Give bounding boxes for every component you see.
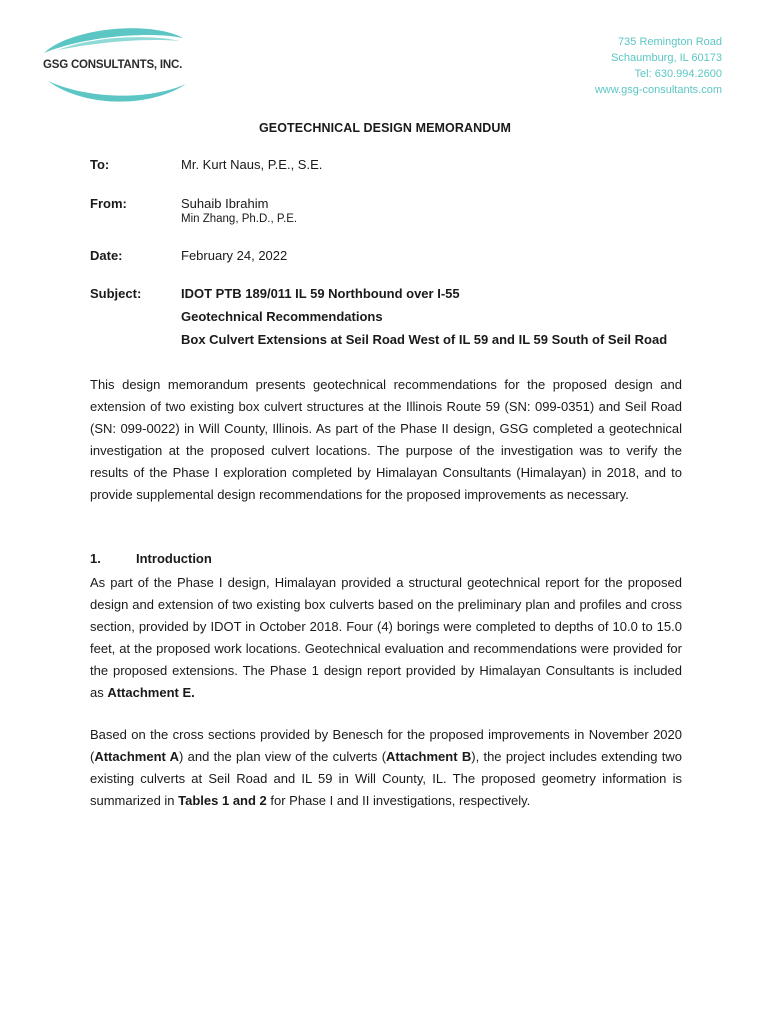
memo-title: GEOTECHNICAL DESIGN MEMORANDUM	[258, 121, 512, 135]
subject-line: IDOT PTB 189/011 IL 59 Northbound over I-55	[181, 286, 460, 301]
company-logo	[40, 26, 190, 108]
to-value: Mr. Kurt Naus, P.E., S.E.	[181, 157, 323, 172]
subject-label: Subject:	[90, 286, 142, 301]
company-address	[595, 34, 722, 98]
paragraph-text: ) and the plan view of the culverts (	[179, 749, 387, 764]
to-label: To:	[90, 157, 110, 172]
paragraph-text: As part of the Phase I design, Himalayan provided a structural geotechnical report for the proposed design and extension of two existing box culverts based on the preliminary plan and profiles and cross section, provided by IDOT in October 2018. Four (4) borings were completed to depths of 10.0 to 15.0 feet, at the proposed work locations. Geotechnical evaluation and recommendations were provided for the proposed extensions. The Phase 1 design report provided by Himalayan Consultants is included as	[90, 575, 682, 700]
logo-text: GSG CONSULTANTS, INC.	[43, 59, 183, 71]
from-label: From:	[90, 196, 127, 211]
attachment-b-ref: Attachment B	[386, 749, 472, 764]
section-number: 1.	[90, 551, 101, 566]
from-value-2: Min Zhang, Ph.D., P.E.	[181, 213, 298, 225]
intro-paragraph: This design memorandum presents geotechnical recommendations for the proposed design and extension of two existing box culvert structures at the Illinois Route 59 (SN: 099-0351) and Seil Road (SN: 099-0022) in Will County, Illinois. As part of the Phase II design, GSG completed a geotechnical investigation at the proposed culvert locations. The purpose of the investigation was to verify the results of the Phase I exploration completed by Himalayan Consultants (Himalayan) in 2018, and to provide supplemental design recommendations for the proposed improvements as necessary.	[90, 377, 682, 502]
paragraph-text: for Phase I and II investigations, respectively.	[266, 793, 531, 808]
address-line: Schaumburg, IL 60173	[611, 52, 722, 64]
paragraph-text: Based on the cross sections provided by Benesch for the proposed improvements in November 2020 (	[90, 727, 682, 764]
address-line: Tel: 630.994.2600	[634, 68, 722, 80]
tables-ref: Tables 1 and 2	[178, 793, 267, 808]
address-line: www.gsg-consultants.com	[594, 84, 722, 96]
from-value-1: Suhaib Ibrahim	[181, 196, 269, 211]
address-line: 735 Remington Road	[618, 36, 722, 48]
geometry-paragraph	[90, 724, 682, 812]
subject-line: Geotechnical Recommendations	[181, 309, 383, 324]
date-label: Date:	[90, 248, 123, 263]
subject-line: Box Culvert Extensions at Seil Road West of IL 59 and IL 59 South of Seil Road	[181, 332, 668, 347]
introduction-paragraph	[90, 572, 682, 704]
date-value: February 24, 2022	[181, 248, 288, 263]
attachment-e-ref: Attachment E.	[107, 685, 195, 700]
section-title: Introduction	[136, 551, 212, 566]
paragraph-text: ), the project includes extending two existing culverts at Seil Road and IL 59 in Will County, IL. The proposed geometry information is summarized in	[90, 749, 682, 808]
attachment-a-ref: Attachment A	[94, 749, 180, 764]
